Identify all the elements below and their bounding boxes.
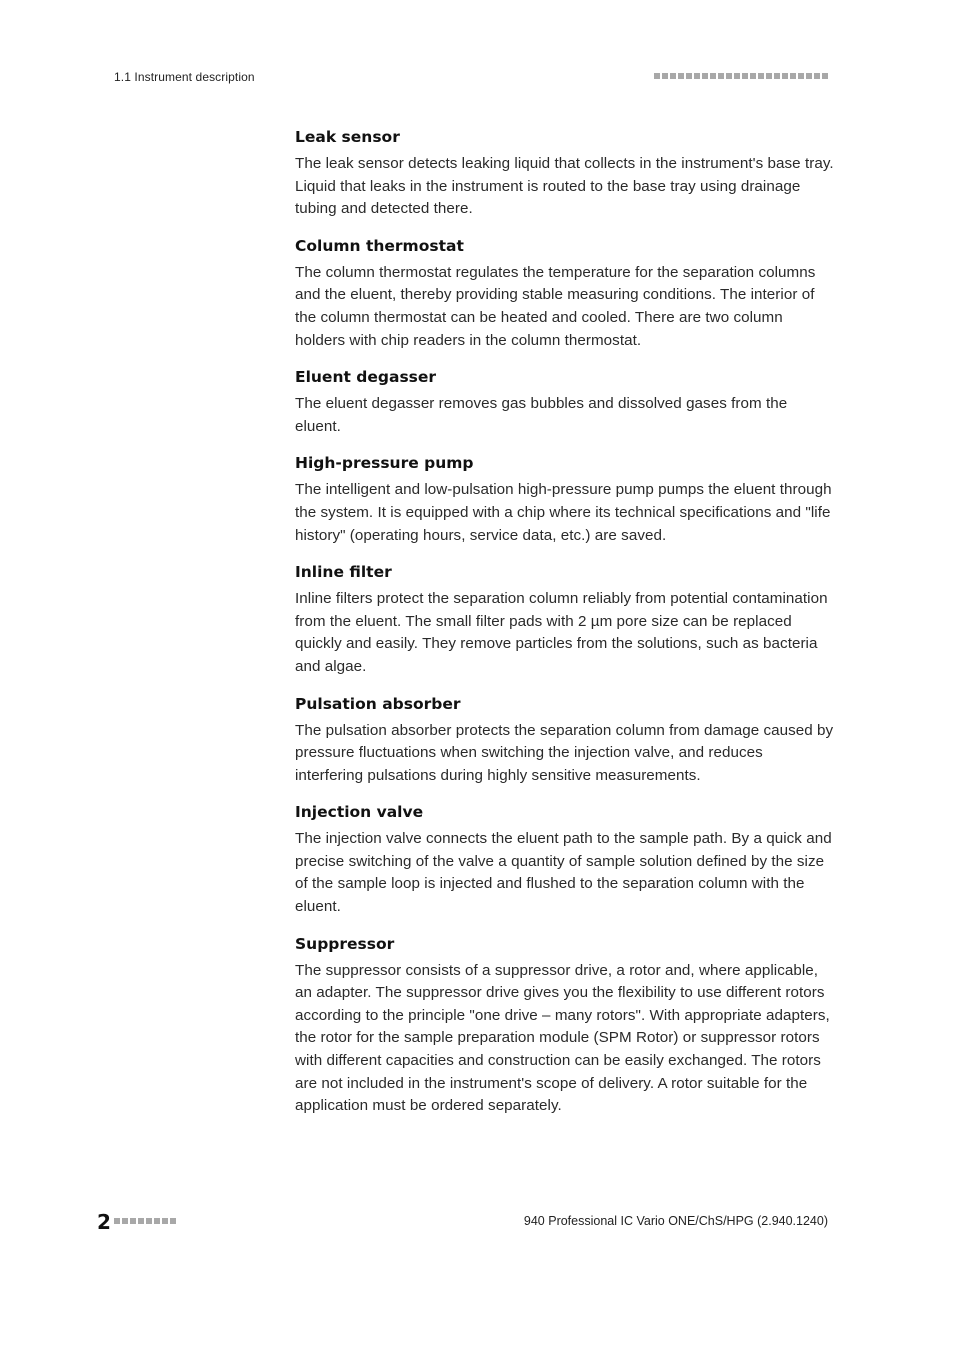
section-heading: Column thermostat xyxy=(295,236,464,255)
decorative-square xyxy=(798,73,804,79)
decorative-square xyxy=(154,1218,160,1224)
header-decorative-squares xyxy=(654,73,828,79)
section-heading: High-pressure pump xyxy=(295,454,474,473)
section-leak-sensor xyxy=(295,127,835,221)
decorative-square xyxy=(782,73,788,79)
decorative-square xyxy=(170,1218,176,1224)
decorative-square xyxy=(686,73,692,79)
decorative-square xyxy=(758,73,764,79)
section-eluent-degasser xyxy=(295,367,835,438)
decorative-square xyxy=(734,73,740,79)
section-heading: Injection valve xyxy=(295,803,424,822)
section-heading: Inline filter xyxy=(295,563,392,582)
decorative-square xyxy=(790,73,796,79)
section-high-pressure-pump xyxy=(295,453,835,547)
decorative-square xyxy=(766,73,772,79)
section-paragraph: The injection valve connects the eluent path to the sample path. By a quick and precise switching of the valve a quantity of sample solution defined by the size of the sample loop is injected and flushed to the separation column with the eluent. xyxy=(295,830,832,916)
decorative-square xyxy=(806,73,812,79)
decorative-square xyxy=(750,73,756,79)
footer-decorative-squares xyxy=(114,1218,176,1224)
section-pulsation-absorber xyxy=(295,694,835,788)
section-suppressor xyxy=(295,934,835,1118)
page-number: 2 xyxy=(97,1210,111,1234)
section-heading: Pulsation absorber xyxy=(295,694,461,713)
running-header-section: 1.1 Instrument description xyxy=(114,70,255,84)
section-heading: Eluent degasser xyxy=(295,368,437,387)
decorative-square xyxy=(694,73,700,79)
decorative-square xyxy=(726,73,732,79)
decorative-square xyxy=(114,1218,120,1224)
decorative-square xyxy=(774,73,780,79)
decorative-square xyxy=(138,1218,144,1224)
decorative-square xyxy=(122,1218,128,1224)
section-inline-filter xyxy=(295,562,835,678)
decorative-square xyxy=(162,1218,168,1224)
decorative-square xyxy=(678,73,684,79)
decorative-square xyxy=(702,73,708,79)
decorative-square xyxy=(718,73,724,79)
decorative-square xyxy=(710,73,716,79)
decorative-square xyxy=(670,73,676,79)
page-content xyxy=(295,127,835,1133)
decorative-square xyxy=(662,73,668,79)
section-paragraph: The intelligent and low-pulsation high-pressure pump pumps the eluent through the system. It is equipped with a chip where its technical specifications and "life history" (operating hours, service data, etc.) are saved. xyxy=(295,481,832,544)
section-paragraph: The suppressor consists of a suppressor drive, a rotor and, where applicable, an adapter. The suppressor drive gives you the flexibility to use different rotors according to the principle "one drive – many rotors". With appropriate adapters, the rotor for the sample preparation module (SPM Rotor) or suppressor rotors with different capacities and construction can be easily exchanged. The rotors are not included in the instrument's scope of delivery. A rotor suitable for the application must be ordered separately. xyxy=(295,961,830,1115)
decorative-square xyxy=(146,1218,152,1224)
decorative-square xyxy=(814,73,820,79)
section-paragraph: Inline filters protect the separation column reliably from potential contamination from the eluent. The small filter pads with 2 µm pore size can be replaced quickly and easily. They remove particles from the solutions, such as bacteria and algae. xyxy=(295,590,828,675)
decorative-square xyxy=(654,73,660,79)
section-paragraph: The column thermostat regulates the temperature for the separation columns and the eluent, thereby providing stable measuring conditions. The interior of the column thermostat can be heated and cooled. There are two column holders with chip readers in the column thermostat. xyxy=(295,263,816,349)
section-paragraph: The leak sensor detects leaking liquid that collects in the instrument's base tray. Liquid that leaks in the instrument is routed to the base tray using drainage tubing and detected there. xyxy=(295,155,834,218)
decorative-square xyxy=(130,1218,136,1224)
decorative-square xyxy=(822,73,828,79)
section-paragraph: The eluent degasser removes gas bubbles and dissolved gases from the eluent. xyxy=(295,395,788,435)
section-column-thermostat xyxy=(295,236,835,352)
document-title: 940 Professional IC Vario ONE/ChS/HPG (2.940.1240) xyxy=(523,1214,828,1228)
decorative-square xyxy=(742,73,748,79)
section-paragraph: The pulsation absorber protects the separation column from damage caused by pressure fluctuations when switching the injection valve, and reduces interfering pulsations during highly sensitive measurements. xyxy=(295,721,834,784)
section-heading: Suppressor xyxy=(295,934,395,953)
section-heading: Leak sensor xyxy=(295,128,400,146)
section-injection-valve xyxy=(295,802,835,918)
